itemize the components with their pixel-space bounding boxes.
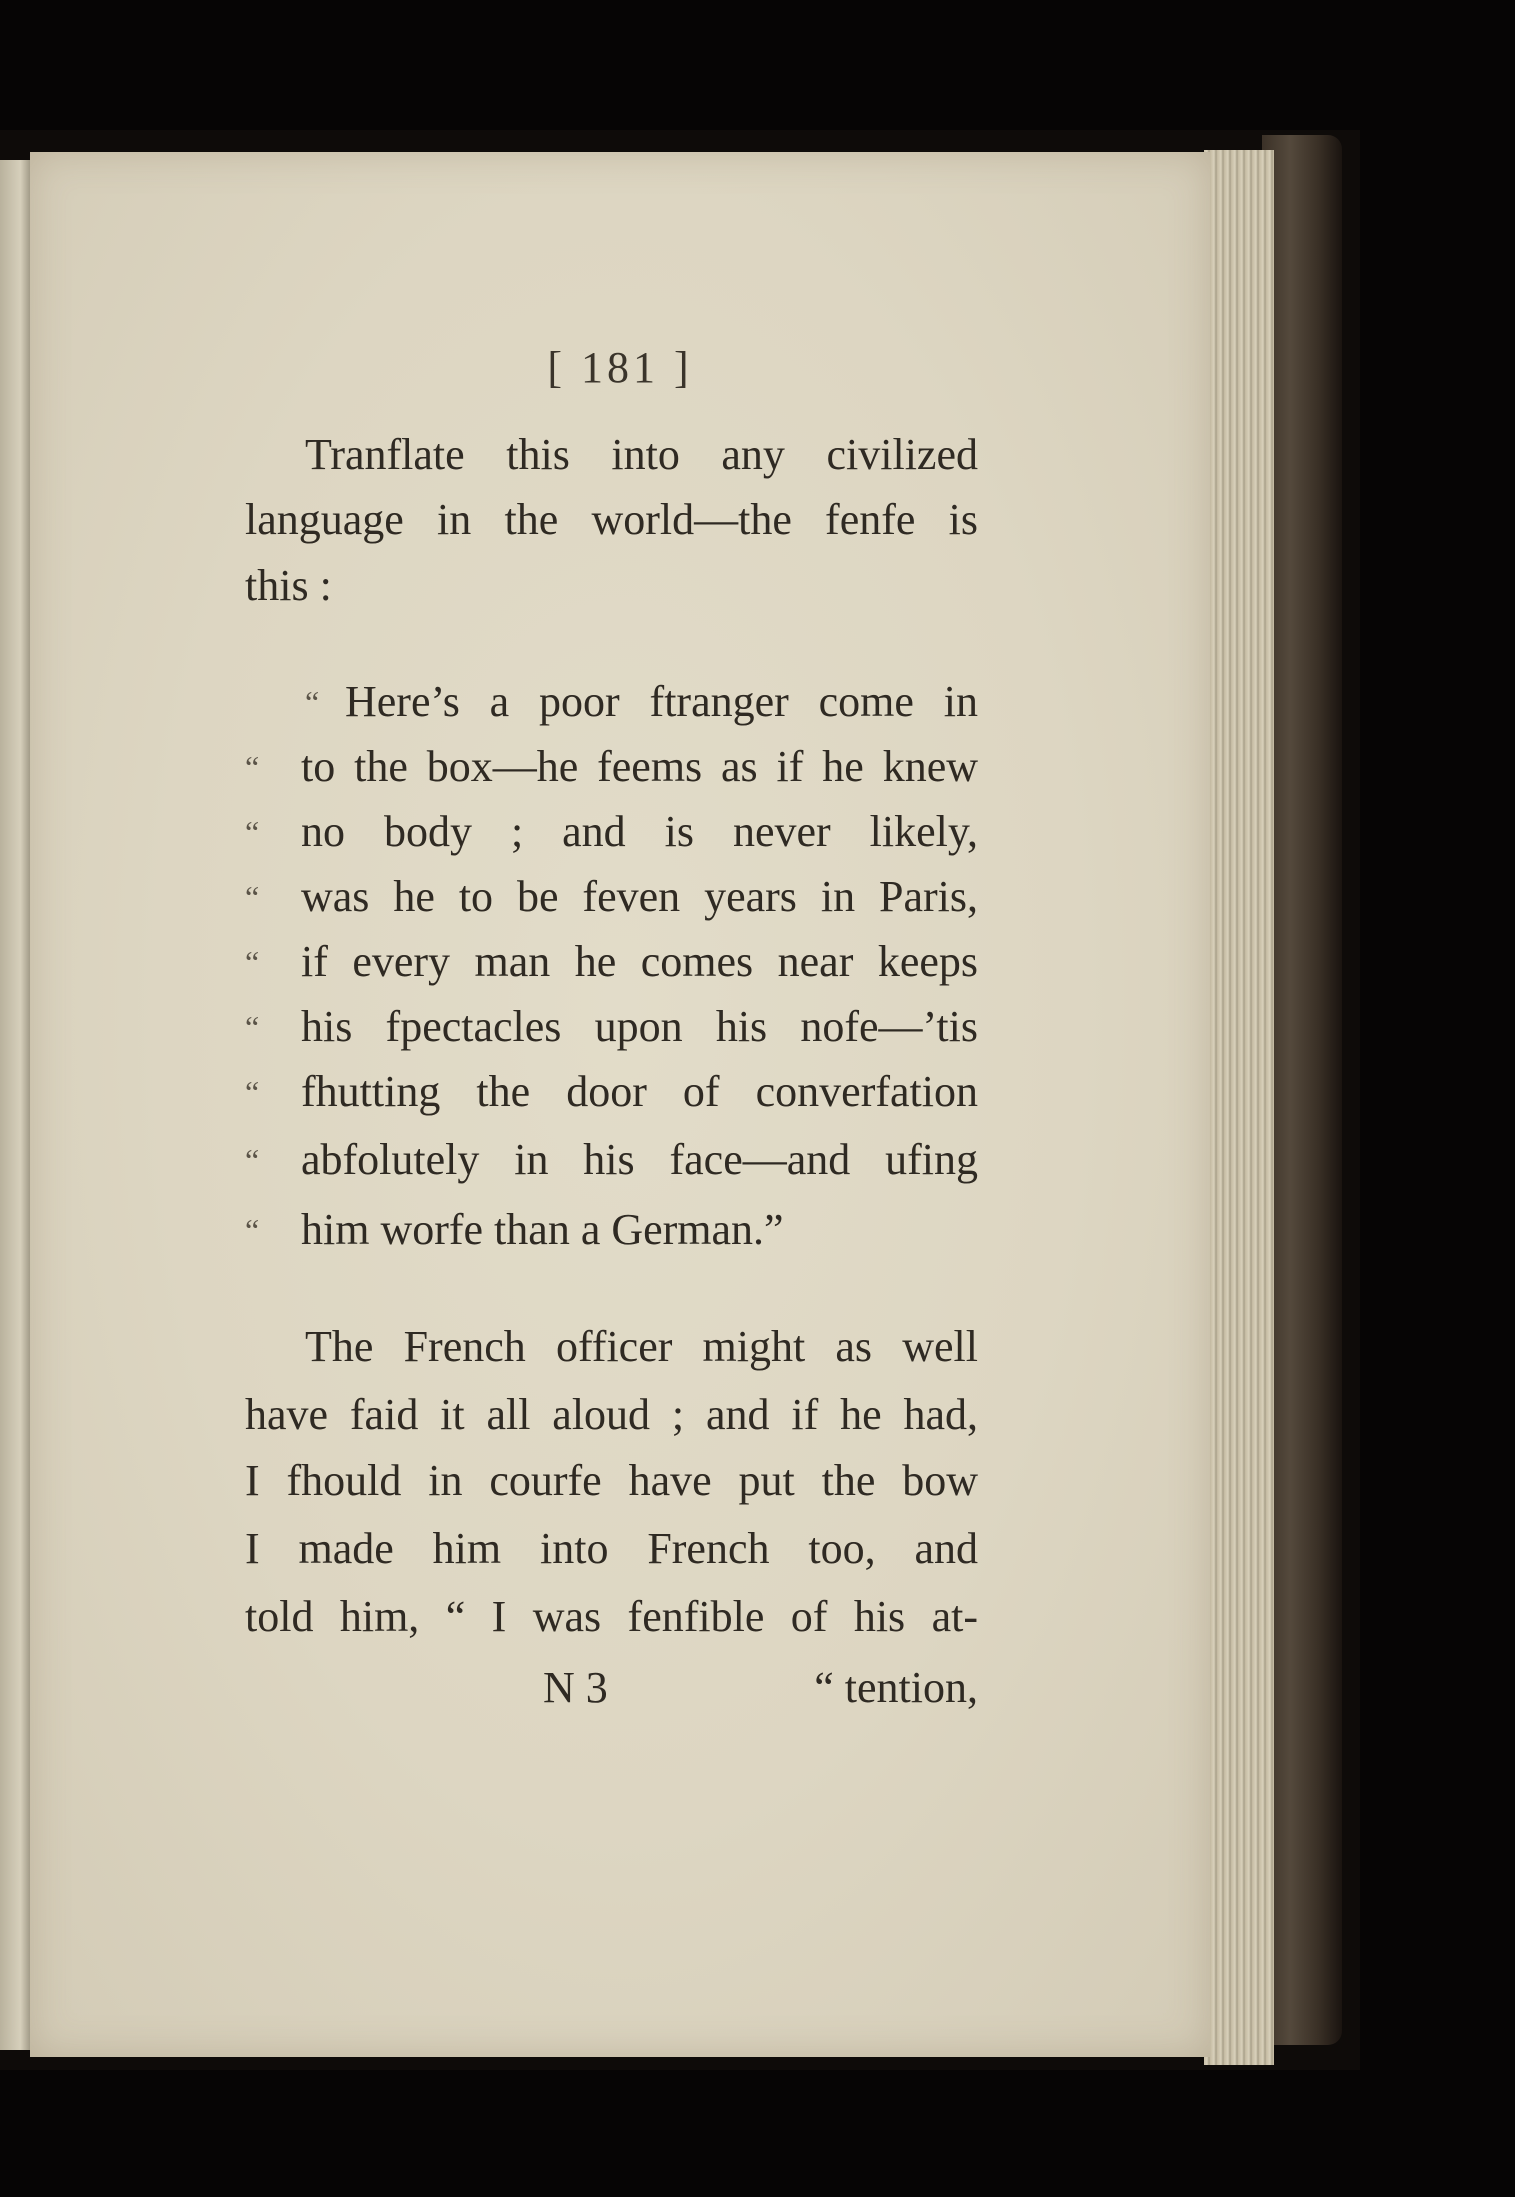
- quote-line-text: was he to be feven years in Paris,: [301, 872, 978, 921]
- facing-page-edge: [0, 160, 34, 2050]
- page-number: [ 181 ]: [547, 343, 693, 392]
- quote-mark: “: [245, 1009, 260, 1045]
- quote-mark: “: [245, 1212, 260, 1248]
- quote-line-text: him worfe than a German.”: [301, 1205, 784, 1254]
- quote-line: [245, 997, 978, 1057]
- quote-mark: “: [245, 814, 260, 850]
- text-line: I fhould in courfe have put the bow: [245, 1456, 978, 1505]
- text-line: this :: [245, 561, 332, 610]
- text-line: Tranflate this into any civilized: [305, 430, 978, 479]
- quote-mark: “: [245, 879, 260, 915]
- quote-line: [245, 737, 978, 797]
- quote-mark: “: [245, 749, 260, 785]
- quote-mark: “: [305, 684, 320, 720]
- quote-line: [245, 932, 978, 992]
- book-cover-edge: [1262, 135, 1342, 2045]
- quote-line-text: if every man he comes near keeps: [301, 937, 978, 986]
- quote-line: [245, 1200, 978, 1260]
- quote-line: [245, 802, 978, 862]
- quote-line: [245, 867, 978, 927]
- page-edges: [1204, 150, 1274, 2065]
- quote-line: [245, 672, 978, 732]
- quote-line: [245, 1130, 978, 1190]
- text-line: language in the world—the fenfe is: [245, 495, 978, 544]
- catchword: “ tention,: [814, 1663, 978, 1712]
- text-line: have faid it all aloud ; and if he had,: [245, 1390, 978, 1439]
- quote-line-text: to the box—he feems as if he knew: [301, 742, 978, 791]
- quote-line-text: his fpectacles upon his nofe—’tis: [301, 1002, 978, 1051]
- quote-line-text: Here’s a poor ftranger come in: [345, 677, 978, 726]
- quote-line-text: abfolutely in his face—and ufing: [301, 1135, 978, 1184]
- quote-line: [245, 1062, 978, 1122]
- quote-line-text: no body ; and is never likely,: [301, 807, 978, 856]
- text-line: The French officer might as well: [305, 1322, 978, 1371]
- quote-mark: “: [245, 1142, 260, 1178]
- quote-line-text: fhutting the door of converfation: [301, 1067, 978, 1116]
- text-line: told him, “ I was fenfible of his at-: [245, 1592, 978, 1641]
- quote-mark: “: [245, 944, 260, 980]
- signature-mark: N 3: [543, 1663, 608, 1712]
- text-line: I made him into French too, and: [245, 1524, 978, 1573]
- page-footer: [245, 1658, 978, 1718]
- quote-mark: “: [245, 1074, 260, 1110]
